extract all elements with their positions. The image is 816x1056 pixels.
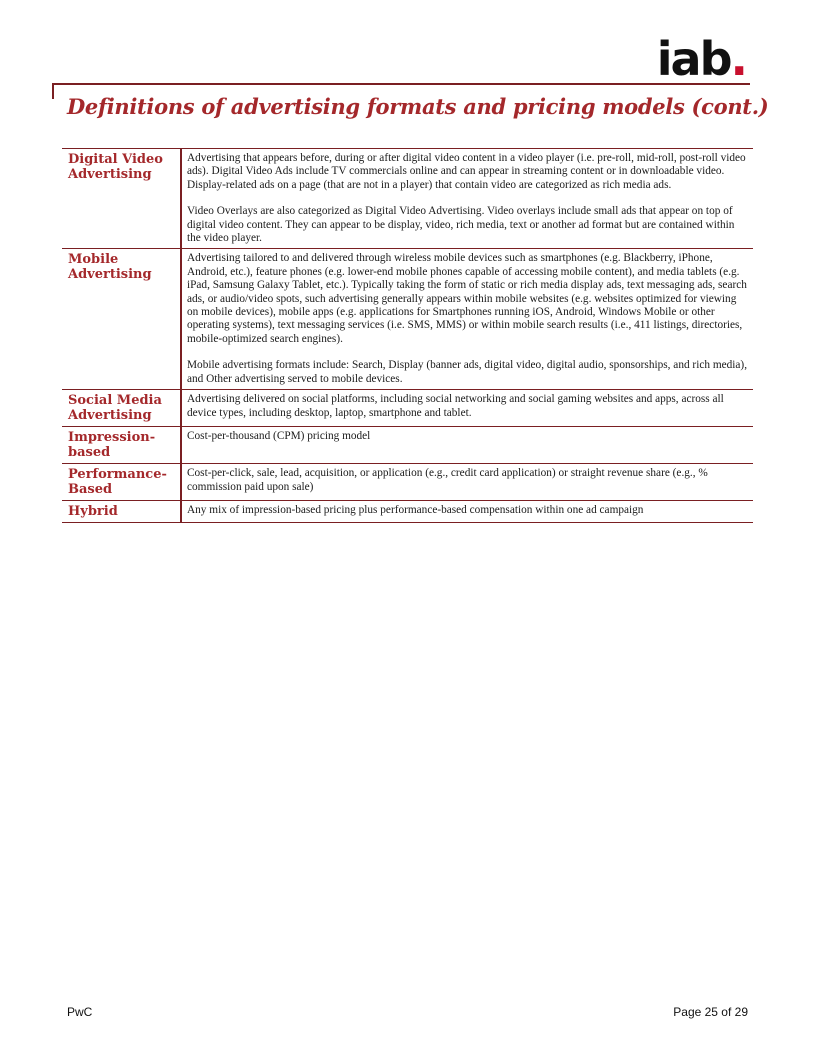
definition-cell: [181, 501, 753, 523]
definition-cell: [181, 464, 753, 501]
table-row: [62, 149, 753, 249]
term-cell: Digital Video Advertising: [62, 149, 181, 249]
definition-paragraph: Advertising that appears before, during or after digital video content in a video player (i.e. pre-roll, mid-roll, post-roll video ads). Digital Video Ads include TV commercials online and can appear in streaming content or in downloadable video. Display-related ads on a page (that are not in a player) that contain video are categorized as rich media ads.: [187, 152, 746, 191]
definition-paragraph: Cost-per-click, sale, lead, acquisition, or application (e.g., credit card application) or straight revenue share (e.g., % commission paid upon sale): [187, 467, 708, 493]
term-cell: Hybrid: [62, 501, 181, 523]
definition-cell: [181, 390, 753, 427]
table-row: [62, 390, 753, 427]
definitions-table: [62, 148, 753, 523]
term-cell: Mobile Advertising: [62, 249, 181, 390]
header-rule-tick: [52, 83, 54, 99]
header-rule: [52, 83, 750, 85]
logo-text: iab: [656, 32, 731, 86]
table-row: [62, 427, 753, 464]
definition-paragraph: Video Overlays are also categorized as Digital Video Advertising. Video overlays include small ads that appear on top of digital video content. They can appear to be display, video, rich media, text or another ad format but are contained within the video player.: [187, 205, 735, 245]
definition-paragraph: Advertising tailored to and delivered through wireless mobile devices such as smartphones (e.g. Blackberry, iPhone, Android, etc.), feature phones (e.g. lower-end mobile phones capable of accessing mobile content), and media tablets (e.g. iPad, Samsung Galaxy Tablet, etc.). Typically taking the form of static or rich media display ads, text messaging ads, search ads, or audio/video spots, such advertising generally appears within mobile websites (e.g. websites optimized for viewing on mobile devices), mobile apps (e.g. applications for Smartphones running iOS, Android, Windows Mobile or other operating systems), text messaging services (i.e. SMS, MMS) or within mobile search results (i.e., 411 listings, directories, mobile-optimized search engines).: [187, 252, 747, 345]
definition-paragraph: Mobile advertising formats include: Search, Display (banner ads, digital video, digital audio, sponsorships, and rich media), and Other advertising served to mobile devices.: [187, 359, 748, 385]
footer-page-number: Page 25 of 29: [673, 1005, 748, 1019]
iab-logo: [656, 32, 746, 86]
definition-cell: [181, 149, 753, 249]
definition-paragraph: Advertising delivered on social platforms, including social networking and social gaming websites and apps, across all device types, including desktop, laptop, smartphone and tablet.: [187, 393, 724, 419]
definition-paragraph: Any mix of impression-based pricing plus performance-based compensation within one ad campaign: [187, 504, 644, 517]
definition-paragraph: Cost-per-thousand (CPM) pricing model: [187, 430, 371, 443]
page-title: Definitions of advertising formats and pricing models (cont.): [67, 94, 769, 119]
term-cell: Performance-Based: [62, 464, 181, 501]
definition-cell: [181, 249, 753, 390]
footer-company: PwC: [67, 1005, 93, 1019]
table-row: [62, 464, 753, 501]
table-row: [62, 501, 753, 523]
definition-cell: [181, 427, 753, 464]
term-cell: Social Media Advertising: [62, 390, 181, 427]
logo-dot: .: [730, 32, 746, 86]
term-cell: Impression-based: [62, 427, 181, 464]
table-row: [62, 249, 753, 390]
